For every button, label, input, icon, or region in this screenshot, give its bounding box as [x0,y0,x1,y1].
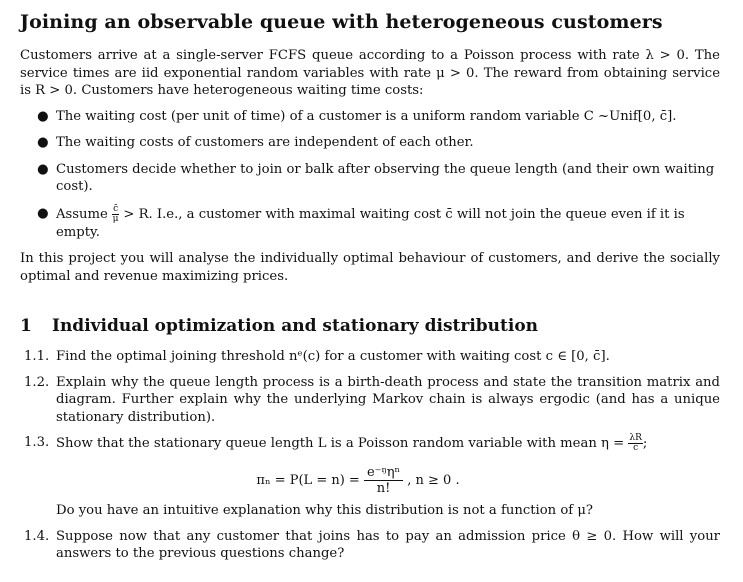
section-number: 1 [20,316,32,336]
list-item: ● Customers decide whether to join or balk after observing the queue length (and their own waiting cost). [37,161,715,194]
question-item: 1.3. Show that the stationary queue length L is a Poisson random variable with mean η = $\frac{\lambda R}{c̄}$ ; πₙ = P(L = n) = $\frac{\text{e⁻ᵑηⁿ}}{n!}$ , n ≥ 0 . Do you have an intuitive explanation why this distribution is not a function of μ? [20,434,720,520]
question-item: 1.2. Explain why the queue length process is a birth-death process and state the transition matrix and diagram. Further explain why the underlying Markov chain is always ergodic (and has a unique stationary distribution). [24,374,720,425]
bullet-icon: ● [37,205,49,221]
list-item: ● The waiting costs of customers are independent of each other. [37,135,474,150]
question-list [20,348,720,563]
intro-paragraph: Customers arrive at a single-server FCFS queue according to a Poisson process with rate λ > 0. The service times are iid exponential random variables with rate μ > 0. The reward from obtaining service is R > 0. Customers have heterogeneous waiting time costs: [20,48,720,98]
section-title: Individual optimization and stationary distribution [52,316,539,336]
inline-fraction: $\frac{\lambda R}{c̄}$ [629,433,642,453]
bullet-icon: ● [37,108,49,124]
document-page [20,10,720,571]
followup-question: Do you have an intuitive explanation why this distribution is not a function of μ? [56,503,593,518]
bullet-icon: ● [37,161,49,177]
section-heading [20,315,720,337]
document-title: Joining an observable queue with heterogeneous customers [20,11,663,33]
project-description: In this project you will analyse the individually optimal behaviour of customers, and derive the socially optimal and revenue maximizing prices. [20,251,720,284]
list-item: ● Assume $\frac{c̄}{\mu}$ > R. I.e., a customer with maximal waiting cost c̄ will not join the queue even if it is empty. [37,203,685,240]
equation-fraction: $\frac{\text{e⁻ᵑηⁿ}}{n!}$ [364,465,403,496]
inline-fraction: $\frac{c̄}{\mu}$ [112,203,119,224]
bullet-icon: ● [37,135,49,150]
question-item: 1.1. Find the optimal joining threshold nᵉ(c) for a customer with waiting cost c ∈ [0, c̄]. [24,349,610,364]
list-item: ● The waiting cost (per unit of time) of a customer is a uniform random variable C ~Unif[0, c̄]. [37,108,677,124]
question-item: 1.4. Suppose now that any customer that joins has to pay an admission price θ ≥ 0. How will your answers to the previous questions change? [24,528,720,561]
assumption-list [20,108,720,242]
display-equation: πₙ = P(L = n) = $\frac{\text{e⁻ᵑηⁿ}}{n!}$ , n ≥ 0 . [256,465,460,496]
